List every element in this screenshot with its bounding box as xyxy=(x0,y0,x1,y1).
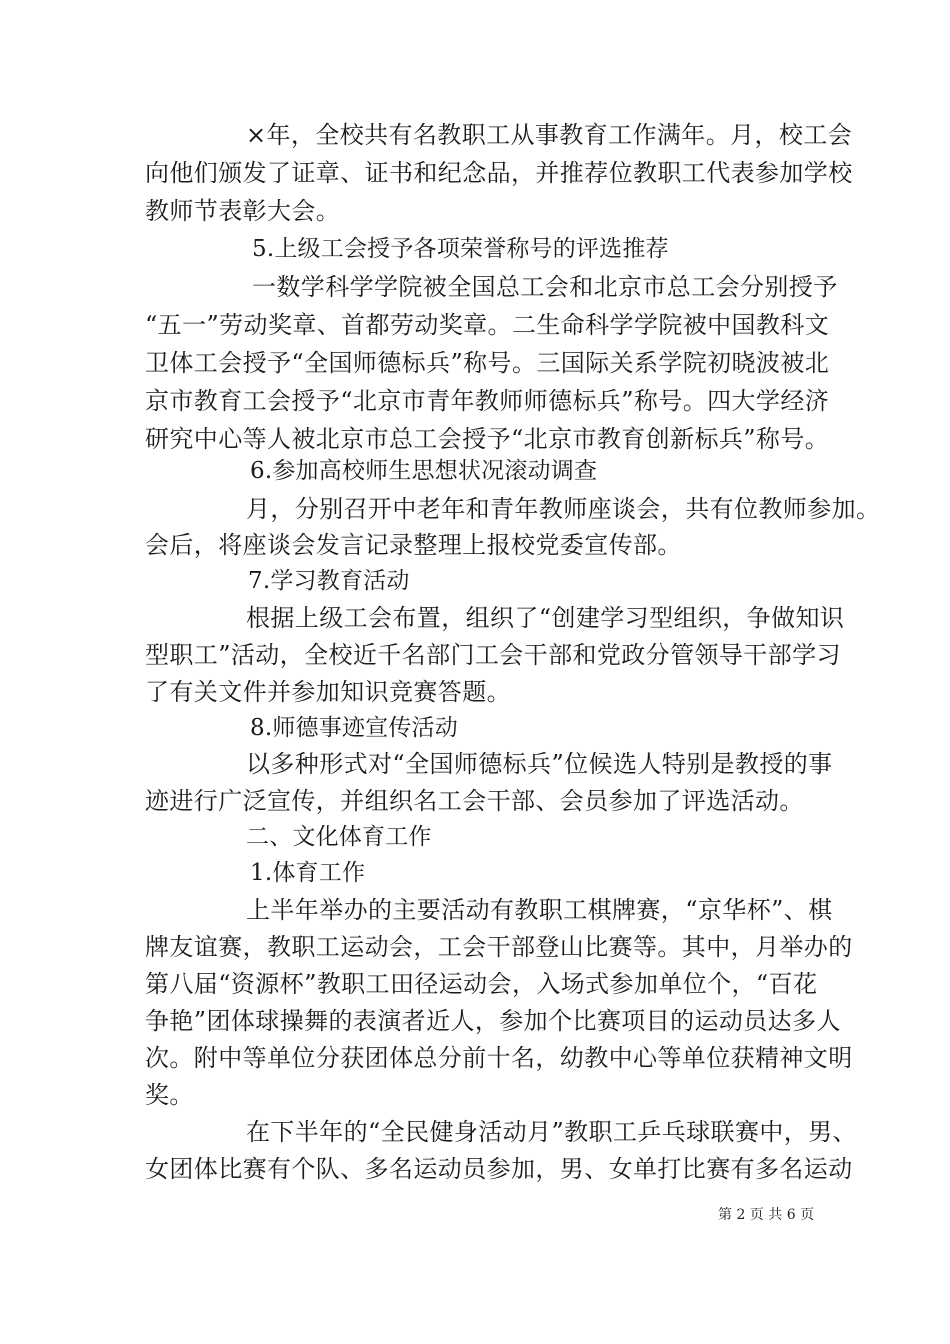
paragraph-line: 月，分别召开中老年和青年教师座谈会，共有位教师参加。 xyxy=(246,495,881,523)
section-heading: 7.学习教育活动 xyxy=(248,568,410,594)
section-heading: 5.上级工会授予各项荣誉称号的评选推荐 xyxy=(252,236,669,262)
paragraph-line: 向他们颁发了证章、证书和纪念品，并推荐位教职工代表参加学校 xyxy=(145,159,853,187)
paragraph-line: 争艳”团体球操舞的表演者近人，参加个比赛项目的运动员达多人 xyxy=(145,1007,841,1035)
paragraph-line: 奖。 xyxy=(145,1081,194,1109)
paragraph-line: 在下半年的“全民健身活动月”教职工乒乓球联赛中，男、 xyxy=(246,1118,857,1146)
paragraph-line: 第八届“资源杯”教职工田径运动会，入场式参加单位个，“百花 xyxy=(145,970,818,998)
paragraph-line: 女团体比赛有个队、多名运动员参加，男、女单打比赛有多名运动 xyxy=(145,1155,853,1183)
section-heading: 二、文化体育工作 xyxy=(246,824,432,850)
paragraph-line: 根据上级工会布置，组织了“创建学习型组织，争做知识 xyxy=(246,604,845,632)
paragraph-line: 卫体工会授予“全国师德标兵”称号。三国际关系学院初晓波被北 xyxy=(145,349,830,377)
paragraph-line: 上半年举办的主要活动有教职工棋牌赛，“京华杯”、棋 xyxy=(246,896,833,924)
section-heading: 6.参加高校师生思想状况滚动调查 xyxy=(250,458,598,484)
paragraph-line: 型职工”活动，全校近千名部门工会干部和党政分管领导干部学习 xyxy=(145,641,841,669)
paragraph-line: 一数学科学学院被全国总工会和北京市总工会分别授予 xyxy=(252,273,838,301)
paragraph-line: 了有关文件并参加知识竞赛答题。 xyxy=(145,678,511,706)
page-number: 第 2 页 共 6 页 xyxy=(718,1207,815,1223)
paragraph-line: 次。附中等单位分获团体总分前十名，幼教中心等单位获精神文明 xyxy=(145,1044,853,1072)
paragraph-line: 牌友谊赛，教职工运动会，工会干部登山比赛等。其中，月举办的 xyxy=(145,933,853,961)
paragraph-line: 会后，将座谈会发言记录整理上报校党委宣传部。 xyxy=(145,531,682,559)
paragraph-line: 教师节表彰大会。 xyxy=(145,197,341,225)
paragraph-line: 京市教育工会授予“北京市青年教师师德标兵”称号。四大学经济 xyxy=(145,387,830,415)
paragraph-line: 以多种形式对“全国师德标兵”位候选人特别是教授的事 xyxy=(246,750,833,778)
section-heading: 1.体育工作 xyxy=(250,860,366,886)
paragraph-line: ×年，全校共有名教职工从事教育工作满年。月，校工会 xyxy=(246,121,853,149)
paragraph-line: 研究中心等人被北京市总工会授予“北京市教育创新标兵”称号。 xyxy=(145,425,830,453)
paragraph-line: “五一”劳动奖章、首都劳动奖章。二生命科学学院被中国教科文 xyxy=(145,311,830,339)
section-heading: 8.师德事迹宣传活动 xyxy=(250,715,458,741)
paragraph-line: 迹进行广泛宣传，并组织名工会干部、会员参加了评选活动。 xyxy=(145,787,804,815)
